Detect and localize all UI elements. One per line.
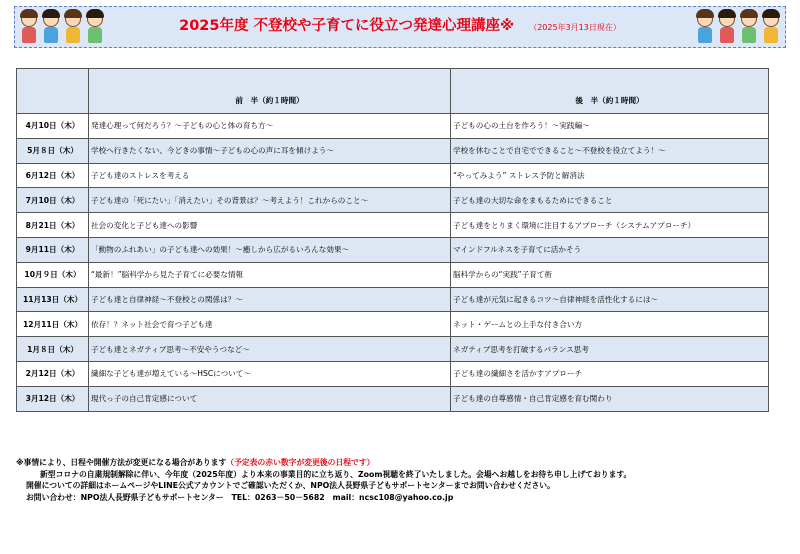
first-half-topic: 「動物のふれあい」の子ども達への効果！～癒しから広がるいろんな効果～ <box>89 237 451 262</box>
table-row <box>17 337 769 362</box>
session-date: 9月11日（木） <box>17 237 89 262</box>
table-row <box>17 386 769 411</box>
table-row <box>17 114 769 139</box>
session-date: 7月10日（木） <box>17 188 89 213</box>
second-half-topic: 子ども達の大切な命をまもるためにできること <box>451 188 769 213</box>
child-figure-icon <box>761 9 781 45</box>
table-row <box>17 237 769 262</box>
table-row <box>17 312 769 337</box>
table-header-row <box>17 69 769 114</box>
note-contact: お問い合わせ：NPO法人長野県子どもサポートセンター TEL：0263－50－5682 mail：ncsc108@yahoo.co.jp <box>26 492 454 502</box>
second-half-topic: ネガティブ思考を打破するバランス思考 <box>451 337 769 362</box>
first-half-topic: 現代っ子の自己肯定感について <box>89 386 451 411</box>
table-row <box>17 287 769 312</box>
schedule-table <box>16 68 769 412</box>
note-red-dates: （予定表の赤い数字が変更後の日程です） <box>226 458 375 467</box>
table-row <box>17 262 769 287</box>
second-half-topic: “やってみよう” ストレス予防と解消法 <box>451 163 769 188</box>
second-half-topic: マインドフルネスを子育てに活かそう <box>451 237 769 262</box>
table-row <box>17 361 769 386</box>
first-half-topic: 子ども達とネガティブ思考～不安やうつなど～ <box>89 337 451 362</box>
first-half-topic: 依存！？ネット社会で育つ子ども達 <box>89 312 451 337</box>
session-date: 8月21日（木） <box>17 213 89 238</box>
note-details: 開催についての詳細はホームページやLINE公式アカウントでご確認いただくか、NPO法人長野県子どもサポートセンターまでお問い合わせください。 <box>26 481 555 490</box>
session-date: 6月12日（木） <box>17 163 89 188</box>
table-row <box>17 188 769 213</box>
second-half-topic: ネット・ゲームとの上手な付き合い方 <box>451 312 769 337</box>
first-half-topic: 子ども達の「死にたい」「消えたい」その背景は？～考えよう！これからのこと～ <box>89 188 451 213</box>
header-banner <box>14 6 786 48</box>
children-illustration-right <box>695 9 781 45</box>
first-half-topic: 繊細な子ども達が増えている～HSCについて～ <box>89 361 451 386</box>
column-header-second-half: 後 半（約１時間） <box>451 69 769 114</box>
second-half-topic: 子ども達の繊細さを活かすアプローチ <box>451 361 769 386</box>
first-half-topic: 子ども達と自律神経～不登校との関係は？～ <box>89 287 451 312</box>
second-half-topic: 子ども達が元気に起きるコツ～自律神経を活性化するには～ <box>451 287 769 312</box>
first-half-topic: “最新！”脳科学から見た子育てに必要な情報 <box>89 262 451 287</box>
column-header-date <box>17 69 89 114</box>
session-date: 11月13日（木） <box>17 287 89 312</box>
child-figure-icon <box>739 9 759 45</box>
page-title-line <box>15 14 785 35</box>
first-half-topic: 子ども達のストレスを考える <box>89 163 451 188</box>
notes-section <box>16 457 632 503</box>
note-schedule-change-text: ※事情により、日程や開催方法が変更になる場合があります <box>16 458 227 467</box>
second-half-topic: 学校を休むことで自宅でできること～不登校を役立てよう！～ <box>451 138 769 163</box>
child-figure-icon <box>695 9 715 45</box>
first-half-topic: 発達心理って何だろう？～子どもの心と体の育ち方～ <box>89 114 451 139</box>
column-header-first-half: 前 半（約１時間） <box>89 69 451 114</box>
session-date: 5月８日（木） <box>17 138 89 163</box>
session-date: 10月９日（木） <box>17 262 89 287</box>
child-figure-icon <box>717 9 737 45</box>
as-of-date: （2025年3月13日現在） <box>529 23 621 32</box>
table-row <box>17 138 769 163</box>
page-title: 2025年度 不登校や子育てに役立つ発達心理講座※ <box>179 18 515 34</box>
table-row <box>17 163 769 188</box>
second-half-topic: 脳科学からの“実践”子育て術 <box>451 262 769 287</box>
session-date: 3月12日（木） <box>17 386 89 411</box>
second-half-topic: 子どもの心の土台を作ろう！～実践編～ <box>451 114 769 139</box>
session-date: 12月11日（木） <box>17 312 89 337</box>
second-half-topic: 子ども達をとりまく環境に注目するアプローチ（システムアプローチ） <box>451 213 769 238</box>
first-half-topic: 学校へ行きたくない、今どきの事情～子どもの心の声に耳を傾けよう～ <box>89 138 451 163</box>
note-zoom-ended: 新型コロナの自粛規制解除に伴い、今年度（2025年度）より本来の事業目的に立ち返り、Zoom視聴を終了いたしました。会場へお越しをお待ち申し上げております。 <box>40 469 632 479</box>
first-half-topic: 社会の変化と子ども達への影響 <box>89 213 451 238</box>
session-date: 4月10日（木） <box>17 114 89 139</box>
session-date: 1月８日（木） <box>17 337 89 362</box>
note-schedule-change <box>16 457 631 469</box>
second-half-topic: 子ども達の自尊感情・自己肯定感を育む関わり <box>451 386 769 411</box>
table-row <box>17 213 769 238</box>
session-date: 2月12日（木） <box>17 361 89 386</box>
